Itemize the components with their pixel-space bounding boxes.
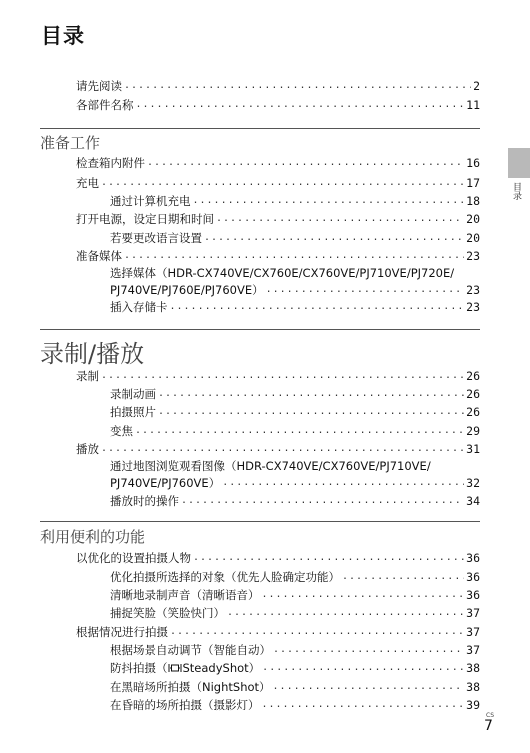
toc-entry-label: 捕捉笑脸（笑脸快门） bbox=[110, 606, 225, 620]
leader-dots bbox=[181, 493, 464, 509]
leader-dots bbox=[222, 475, 464, 491]
toc-entry-page: 29 bbox=[466, 424, 480, 438]
leader-dots bbox=[158, 386, 464, 402]
toc-entry-label-line1: 通过地图浏览观看图像（HDR-CX740VE/CX760VE/PJ710VE/ bbox=[110, 459, 431, 473]
toc-entry-label: 变焦 bbox=[110, 424, 133, 438]
leader-dots bbox=[135, 423, 464, 439]
toc-entry-page: 34 bbox=[466, 494, 480, 508]
toc-subentry[interactable] bbox=[110, 386, 480, 402]
toc-entry[interactable] bbox=[76, 78, 480, 94]
toc-entry-page: 26 bbox=[466, 405, 480, 419]
toc-entry-label: 播放 bbox=[76, 442, 99, 456]
leader-dots bbox=[170, 624, 464, 640]
toc-entry-page: 20 bbox=[466, 212, 480, 226]
toc-entry-page: 18 bbox=[466, 194, 480, 208]
toc-entry-page: 36 bbox=[466, 570, 480, 584]
toc-entry-page: 2 bbox=[473, 79, 480, 93]
leader-dots bbox=[147, 155, 464, 171]
leader-dots bbox=[101, 368, 464, 384]
toc-entry-label: 充电 bbox=[76, 176, 99, 190]
toc-entry-label: 各部件名称 bbox=[76, 98, 134, 112]
folio-page-number: 7 bbox=[484, 718, 493, 734]
toc-entry[interactable] bbox=[76, 211, 480, 227]
toc-entry[interactable] bbox=[76, 175, 480, 191]
toc-entry-page: 38 bbox=[466, 661, 480, 675]
toc-entry[interactable] bbox=[76, 97, 480, 113]
toc-subentry[interactable] bbox=[110, 193, 480, 209]
toc-entry-label: PJ740VE/PJ760VE） bbox=[110, 476, 221, 490]
steadyshot-icon bbox=[168, 663, 182, 673]
leader-dots bbox=[101, 175, 464, 191]
leader-dots bbox=[124, 248, 464, 264]
toc-entry-page: 36 bbox=[466, 551, 480, 565]
leader-dots bbox=[273, 642, 464, 658]
toc-subentry[interactable] bbox=[110, 423, 480, 439]
leader-dots bbox=[158, 404, 464, 420]
leader-dots bbox=[266, 282, 465, 298]
section-heading-text: 准备工作 bbox=[40, 134, 101, 152]
toc-entry-label: 以优化的设置拍摄人物 bbox=[76, 551, 191, 565]
toc-subentry[interactable] bbox=[110, 697, 480, 713]
toc-entry-page: 17 bbox=[466, 176, 480, 190]
toc-entry-page: 23 bbox=[466, 300, 480, 314]
toc-entry-page: 37 bbox=[466, 625, 480, 639]
toc-entry-page: 16 bbox=[466, 156, 480, 170]
toc-entry[interactable] bbox=[76, 624, 480, 640]
toc-entry-label: 在黑暗场所拍摄（NightShot） bbox=[110, 680, 271, 694]
toc-entry-label: 准备媒体 bbox=[76, 249, 122, 263]
toc-entry-label-suffix: SteadyShot） bbox=[182, 661, 261, 675]
toc-entry-page: 32 bbox=[466, 476, 480, 490]
toc-subentry[interactable] bbox=[110, 282, 480, 298]
leader-dots bbox=[216, 211, 464, 227]
toc-entry-page: 36 bbox=[466, 588, 480, 602]
leader-dots bbox=[204, 230, 464, 246]
page-title: 目录 bbox=[41, 24, 85, 48]
toc-entry[interactable] bbox=[76, 368, 480, 384]
toc-entry-page: 31 bbox=[466, 442, 480, 456]
toc-entry-label: 检查箱内附件 bbox=[76, 156, 145, 170]
toc-entry-page: 38 bbox=[466, 680, 480, 694]
toc-entry-page: 37 bbox=[466, 606, 480, 620]
toc-entry-label: 插入存储卡 bbox=[110, 300, 168, 314]
leader-dots bbox=[273, 679, 465, 695]
toc-entry-label: 通过计算机充电 bbox=[110, 194, 191, 208]
toc-entry[interactable] bbox=[76, 155, 480, 171]
leader-dots bbox=[227, 605, 464, 621]
toc-entry-label: 打开电源，设定日期和时间 bbox=[76, 212, 214, 226]
toc-subentry[interactable] bbox=[110, 493, 480, 509]
toc-entry-label: 清晰地录制声音（清晰语音） bbox=[110, 588, 260, 602]
side-index-tab bbox=[508, 148, 530, 178]
folio-language: CS bbox=[486, 712, 494, 719]
section-heading bbox=[40, 329, 480, 369]
toc-entry-label: 根据情况进行拍摄 bbox=[76, 625, 168, 639]
toc-entry-label: 录制 bbox=[76, 369, 99, 383]
toc-entry-label: 拍摄照片 bbox=[110, 405, 156, 419]
toc-entry-page: 11 bbox=[466, 98, 480, 112]
leader-dots bbox=[262, 660, 464, 676]
toc-entry-label-line1: 选择媒体（HDR-CX740VE/CX760E/CX760VE/PJ710VE/PJ720E/ bbox=[110, 266, 455, 280]
toc-entry-label: 根据场景自动调节（智能自动） bbox=[110, 643, 271, 657]
toc-entry-label: 请先阅读 bbox=[76, 79, 122, 93]
toc-entry-page: 39 bbox=[466, 698, 480, 712]
toc-entry-page: 26 bbox=[466, 387, 480, 401]
toc-entry-label bbox=[110, 660, 260, 676]
toc-subentry[interactable] bbox=[110, 569, 480, 585]
toc-entry-page: 37 bbox=[466, 643, 480, 657]
toc-subentry[interactable] bbox=[110, 679, 480, 695]
toc-subentry[interactable] bbox=[110, 475, 480, 491]
toc-entry-label: 优化拍摄所选择的对象（优先人脸确定功能） bbox=[110, 570, 340, 584]
leader-dots bbox=[124, 78, 471, 94]
toc-entry[interactable] bbox=[76, 550, 480, 566]
toc-subentry[interactable] bbox=[110, 605, 480, 621]
leader-dots bbox=[101, 441, 464, 457]
toc-entry-label: 在昏暗的场所拍摄（摄影灯） bbox=[110, 698, 260, 712]
toc-subentry[interactable] bbox=[110, 299, 480, 315]
toc-entry-label: 若要更改语言设置 bbox=[110, 231, 202, 245]
side-index-label: 目录 bbox=[511, 182, 521, 200]
toc-subentry[interactable] bbox=[110, 230, 480, 246]
leader-dots bbox=[193, 193, 465, 209]
section-heading bbox=[40, 128, 480, 153]
leader-dots bbox=[342, 569, 464, 585]
leader-dots bbox=[262, 697, 465, 713]
toc-subentry[interactable] bbox=[110, 660, 480, 676]
toc-entry-label: PJ740VE/PJ760E/PJ760VE） bbox=[110, 283, 264, 297]
toc-entry[interactable] bbox=[76, 248, 480, 264]
toc-entry-label: 播放时的操作 bbox=[110, 494, 179, 508]
leader-dots bbox=[170, 299, 465, 315]
leader-dots bbox=[193, 550, 464, 566]
leader-dots bbox=[262, 587, 465, 603]
toc-entry-label-prefix: 防抖拍摄（ bbox=[110, 661, 168, 675]
toc-entry-page: 20 bbox=[466, 231, 480, 245]
section-heading-text: 利用便利的功能 bbox=[40, 528, 146, 546]
toc-subentry[interactable] bbox=[110, 404, 480, 420]
section-heading bbox=[40, 521, 480, 547]
toc-entry[interactable] bbox=[76, 441, 480, 457]
toc-entry-page: 23 bbox=[466, 283, 480, 297]
toc-subentry[interactable] bbox=[110, 642, 480, 658]
section-heading-text: 录制/播放 bbox=[40, 340, 145, 368]
toc-entry-page: 23 bbox=[466, 249, 480, 263]
leader-dots bbox=[136, 97, 465, 113]
toc-subentry[interactable] bbox=[110, 587, 480, 603]
toc-entry-page: 26 bbox=[466, 369, 480, 383]
toc-entry-label: 录制动画 bbox=[110, 387, 156, 401]
